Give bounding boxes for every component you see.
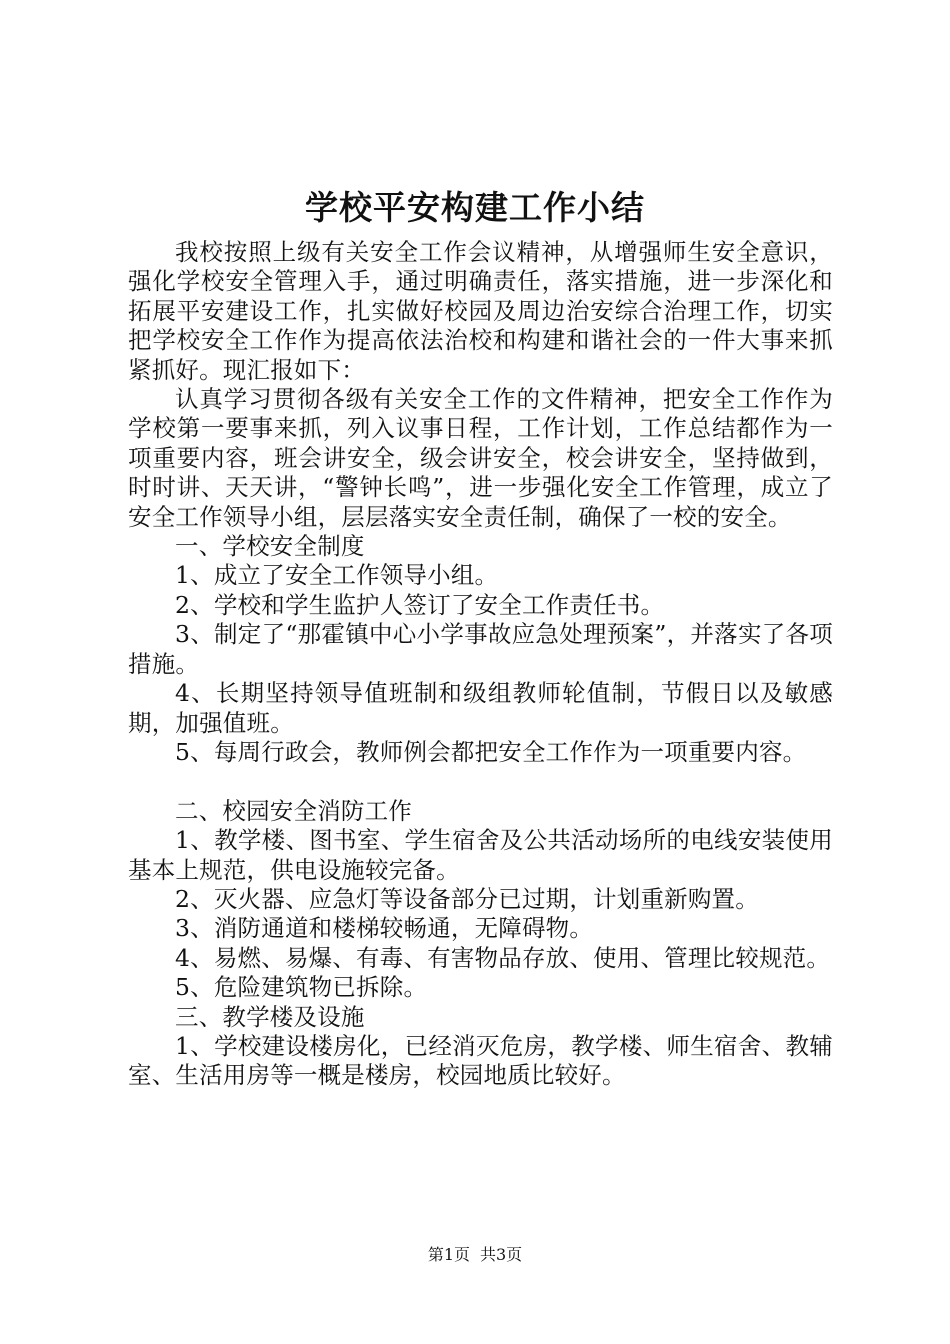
- page-total: 共3页: [480, 1245, 523, 1264]
- list-item: 3、消防通道和楼梯较畅通，无障碍物。: [175, 914, 594, 943]
- list-item: 5、危险建筑物已拆除。: [175, 973, 428, 1002]
- blank-line: [128, 767, 833, 796]
- document-body: [128, 238, 833, 1091]
- section-heading-3: 三、教学楼及设施: [175, 1002, 365, 1031]
- list-item: 1、成立了安全工作领导小组。: [175, 561, 499, 590]
- list-item: 3、制定了“那霍镇中心小学事故应急处理预案”，并落实了各项措施。: [128, 620, 833, 678]
- page-footer: [0, 1244, 950, 1266]
- list-item: 1、学校建设楼房化，已经消灭危房，教学楼、师生宿舍、教辅室、生活用房等一概是楼房，校园地质比较好。: [128, 1031, 833, 1090]
- list-item: 4、易燃、易爆、有毒、有害物品存放、使用、管理比较规范。: [175, 943, 831, 972]
- list-item: 2、灭火器、应急灯等设备部分已过期，计划重新购置。: [175, 884, 759, 913]
- paragraph-intro: 我校按照上级有关安全工作会议精神，从增强师生安全意识，强化学校安全管理入手，通过明确责任，落实措施，进一步深化和拓展平安建设工作，扎实做好校园及周边治安综合治理工作，切实把学校安全工作作为提高依法治校和构建和谐社会的一件大事来抓紧抓好。现汇报如下：: [128, 238, 833, 384]
- document-title: 学校平安构建工作小结: [305, 188, 645, 227]
- list-item: 4、长期坚持领导值班制和级组教师轮值制，节假日以及敏感期，加强值班。: [128, 679, 833, 737]
- paragraph-study: 认真学习贯彻各级有关安全工作的文件精神，把安全工作作为学校第一要事来抓，列入议事日程，工作计划，工作总结都作为一项重要内容，班会讲安全，级会讲安全，校会讲安全，坚持做到，时时讲、天天讲，“警钟长鸣”，进一步强化安全工作管理，成立了安全工作领导小组，层层落实安全责任制，确保了一校的安全。: [128, 385, 833, 531]
- list-item: 1、教学楼、图书室、学生宿舍及公共活动场所的电线安装使用基本上规范，供电设施较完备。: [128, 826, 833, 884]
- section-heading-2: 二、校园安全消防工作: [175, 796, 412, 825]
- list-item: 5、每周行政会，教师例会都把安全工作作为一项重要内容。: [175, 737, 807, 766]
- page-number: 第1页: [427, 1245, 470, 1264]
- section-heading-1: 一、学校安全制度: [175, 532, 365, 561]
- list-item: 2、学校和学生监护人签订了安全工作责任书。: [175, 590, 665, 619]
